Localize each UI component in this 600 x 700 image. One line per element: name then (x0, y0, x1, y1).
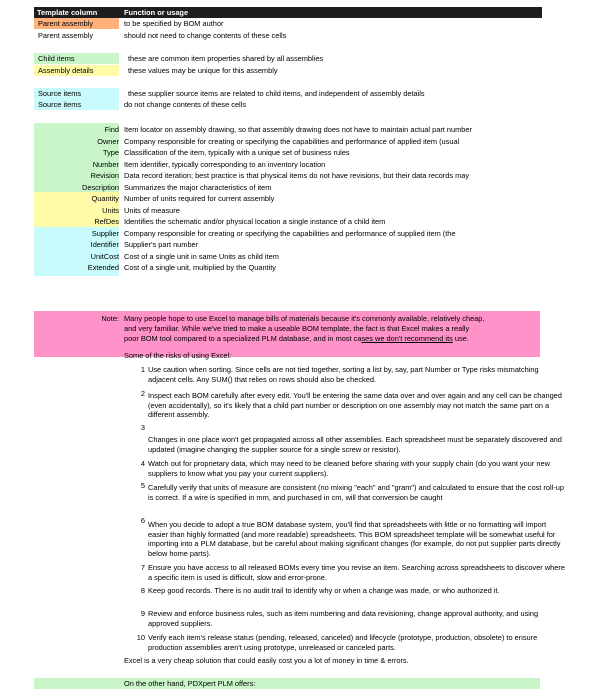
risk-number: 3 (140, 423, 145, 432)
risk-item: Ensure you have access to all released BOMs every time you revise an item. Searching across spreadsheets to discover where a specific item is used is difficult, slow and error-prone. (148, 563, 565, 582)
note-line-3-end: use. (452, 334, 469, 343)
risks-title: Some of the risks of using Excel: (124, 351, 232, 360)
risk-number: 5 (140, 481, 145, 490)
field-desc-refdes: Identifies the schematic and/or physical location a single instance of a child item (124, 217, 386, 226)
legend-label-child-items: Child items (38, 54, 75, 63)
field-desc-number: Item identifier, typically corresponding to an inventory location (124, 159, 326, 169)
risk-number: 4 (140, 459, 145, 468)
legend-text-child-items: these are common item properties shared by all assemblies (128, 54, 324, 63)
field-label-supplier: Supplier (91, 228, 119, 238)
field-label-refdes: RefDes (94, 217, 119, 226)
field-label-find: Find (104, 125, 119, 134)
legend-text-parent-assembly: to be specified by BOM author (124, 19, 224, 28)
risk-number: 1 (140, 365, 145, 374)
field-desc-units: Units of measure (124, 205, 180, 215)
field-desc-extended: Cost of a single unit, multiplied by the Quantity (124, 263, 276, 272)
field-label-quantity: Quantity (91, 194, 119, 203)
footer-band (34, 678, 540, 689)
risk-number: 7 (140, 563, 145, 572)
risk-number: 9 (140, 609, 145, 618)
risk-number: 10 (136, 633, 145, 642)
field-label-owner: Owner (97, 136, 119, 146)
legend-label-source-items: Source items (38, 89, 82, 98)
note-line-1: Many people hope to use Excel to manage bills of materials because it's commonly available, relatively cheap, (124, 314, 485, 323)
risk-item: Review and enforce business rules, such as item numbering and data revisioning, change approval authority, and using approved suppliers. (148, 609, 539, 628)
field-desc-unitcost: Cost of a single unit in same Units as child item (124, 251, 279, 261)
field-label-unitcost: UnitCost (90, 251, 119, 261)
note-label: Note: (101, 314, 119, 323)
legend-label-source-items-fixed: Source items (38, 100, 82, 109)
risk-number: 8 (140, 586, 145, 595)
legend-text-source-items-fixed: do not change contents of these cells (124, 100, 247, 109)
legend-label-parent-assembly: Parent assembly (38, 19, 94, 28)
footer-text: On the other hand, PDXpert PLM offers: (124, 679, 256, 688)
risk-item: Use caution when sorting. Since cells are not tied together, sorting a list by, say, part Number or Type risks mismatching adjacent cells. Any SUM() that relies on rows should also be checked. (148, 365, 539, 384)
field-label-identifier: Identifier (90, 240, 119, 249)
closing-text: Excel is a very cheap solution that could easily cost you a lot of money in time & errors. (124, 656, 409, 665)
risk-item: Changes in one place won't get propagated across all other assemblies. Each spreadsheet must be separately discovered and updated (imagine changing the supplier source for a single screw or resistor). (148, 435, 562, 454)
field-label-extended: Extended (87, 263, 119, 272)
field-desc-quantity: Number of units required for current assembly (124, 194, 275, 203)
legend-text-source-items: these supplier source items are related to child items, and independent of assembly details (128, 89, 425, 98)
risk-item: Watch out for proprietary data, which may need to be cleaned before sharing with your supply chain (do you want your new suppliers to know what you pay your current suppliers). (148, 459, 550, 478)
field-label-description: Description (82, 182, 119, 192)
field-desc-find: Item locator on assembly drawing, so that assembly drawing does not have to maintain actual part number (124, 125, 472, 134)
legend-text-parent-assembly-fixed: should not need to change contents of these cells (124, 31, 287, 40)
field-desc-description: Summarizes the major characteristics of item (124, 182, 272, 192)
risk-number: 2 (140, 389, 145, 398)
note-line-3-text: poor BOM tool compared to a specialized PLM database, and in most ca (124, 334, 362, 343)
risk-item: Verify each item's release status (pending, released, canceled) and lifecycle (prototype, production, obsolete) to ensure production assemblies aren't using prototype, unreleased or canceled parts. (148, 633, 538, 652)
risk-item: Inspect each BOM carefully after every edit. You'll be entering the same data over and over again and any cell can be changed (even accidentally), so it's likely that a child part number or description on one assembly may not match the same part on a different assembly. (148, 391, 562, 420)
note-line-3 (124, 333, 469, 344)
legend-label-assembly-details: Assembly details (38, 66, 94, 75)
field-label-units: Units (102, 205, 119, 215)
field-label-revision: Revision (90, 171, 119, 180)
header-col2: Function or usage (124, 8, 189, 17)
field-desc-revision: Data record iteration; best practice is that physical items do not have revisions, but their data records may (124, 171, 470, 180)
risk-item: Keep good records. There is no audit trail to identify why or when a change was made, or who authorized it. (148, 586, 500, 595)
risk-item: When you decide to adopt a true BOM database system, you'll find that spreadsheets with little or no formatting will import easier than highly formatted (and more readable) spreadsheets. This BOM spreadsheet template will be somewhat useful for importing into a PLM database, but be careful about making significant changes (for example, do not put supplier parts directly below home parts). (148, 520, 561, 558)
field-desc-type: Classification of the item, typically with a unique set of business rules (124, 148, 350, 157)
field-desc-owner: Company responsible for creating or specifying the capabilities and performance of applied item (usual (124, 136, 460, 146)
risk-item: Carefully verify that units of measure are consistent (no mixing "each" and "gram") and calculated to ensure that the cost roll-up is correct. If a wire is specified in mm, and purchased in cm, will that conversion be caught (148, 483, 564, 502)
field-label-type: Type (102, 148, 119, 157)
field-desc-supplier: Company responsible for creating or specifying the capabilities and performance of supplied item (the (124, 228, 456, 238)
field-desc-identifier: Supplier's part number (124, 240, 199, 249)
legend-text-assembly-details: these values may be unique for this assembly (128, 66, 278, 75)
legend-label-parent-assembly-fixed: Parent assembly (38, 31, 94, 40)
field-label-number: Number (92, 159, 119, 169)
header-col1: Template column (37, 8, 98, 17)
header-row (34, 7, 542, 18)
recommend-link[interactable]: ses we don't recommend its (361, 334, 453, 343)
risk-number: 6 (140, 516, 145, 525)
note-line-2: and very familiar. While we've tried to make a useable BOM template, the fact is that Excel makes a really (124, 324, 470, 333)
